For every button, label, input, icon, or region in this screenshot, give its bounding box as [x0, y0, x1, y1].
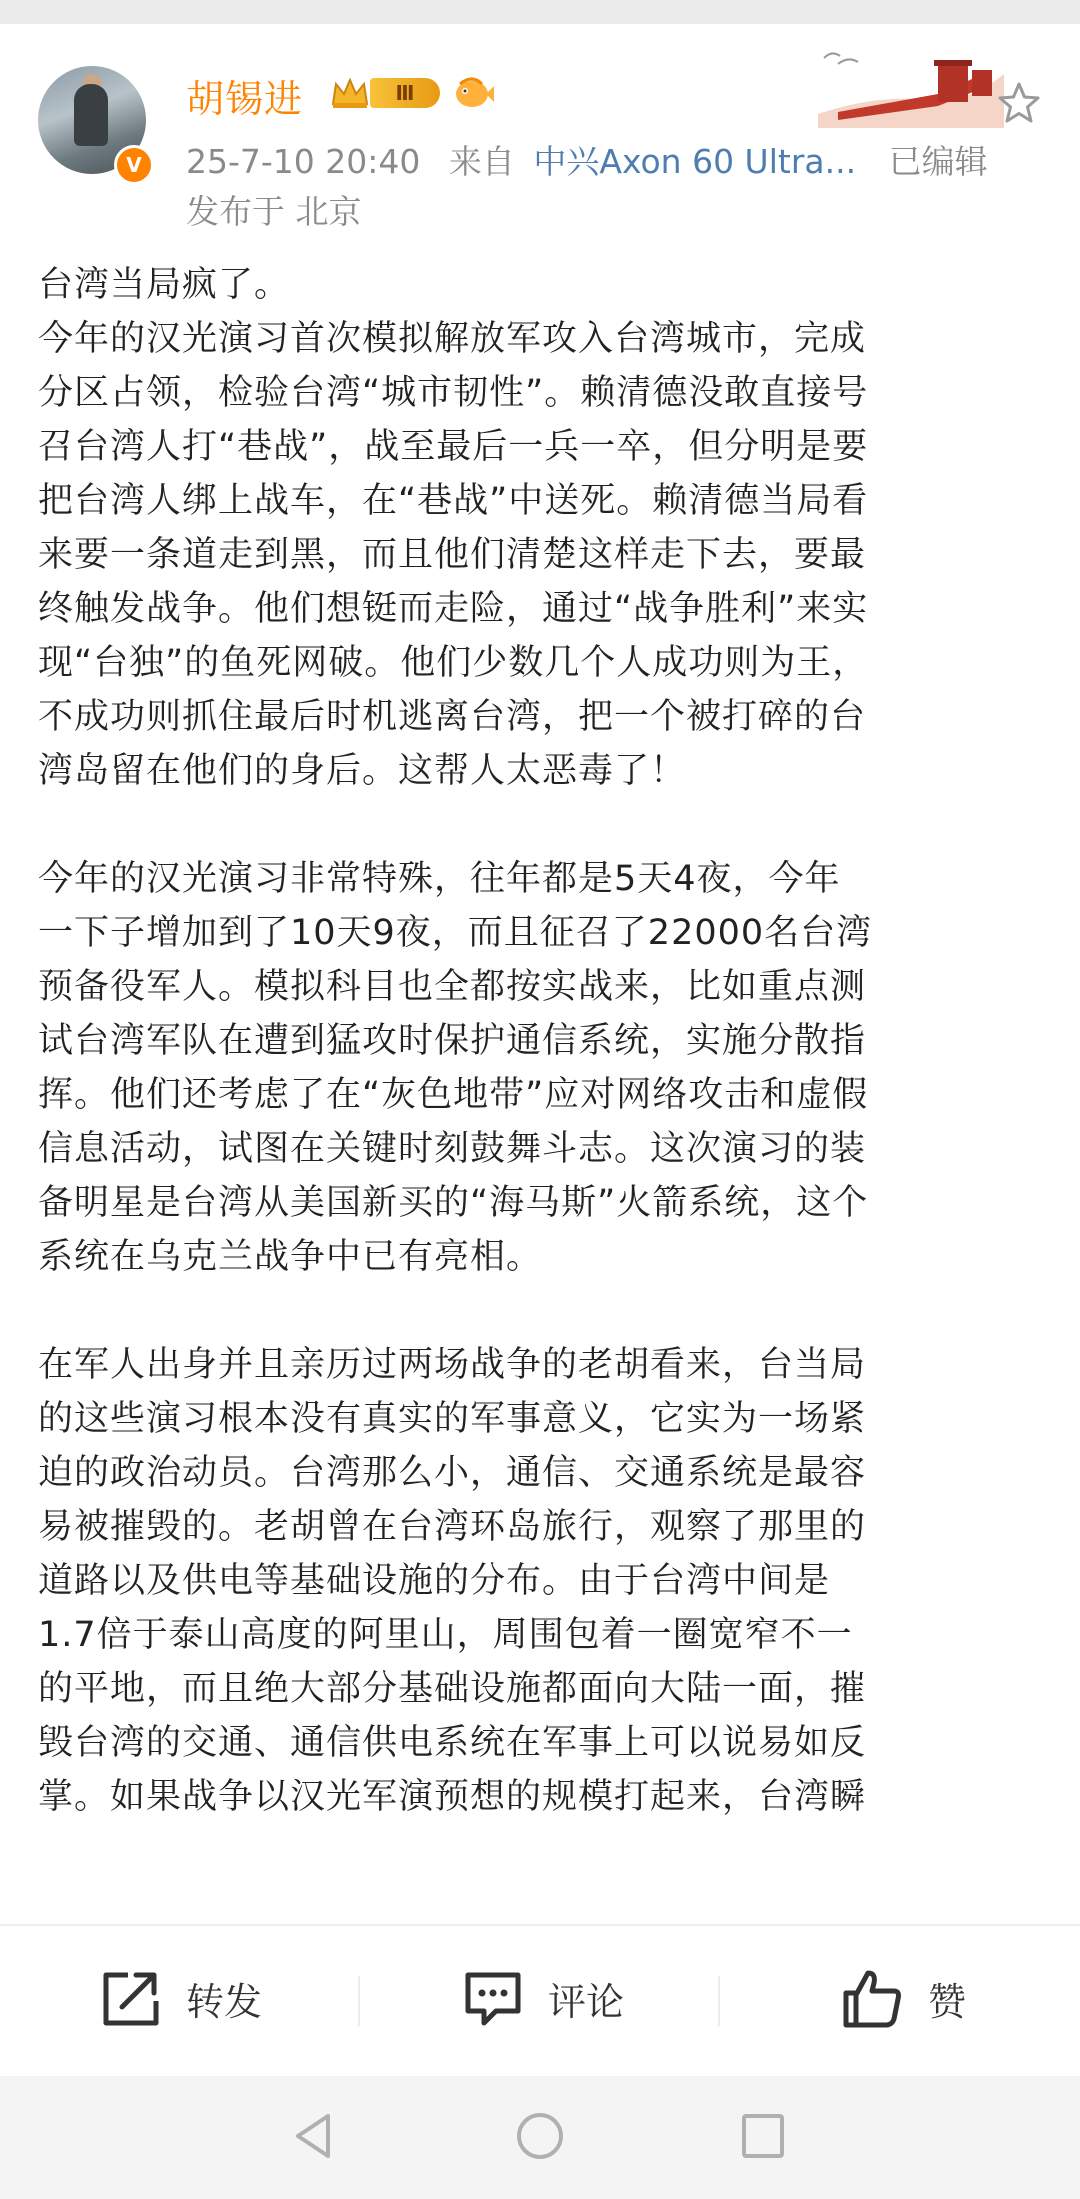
member-level-badge[interactable]: Ⅲ — [370, 78, 440, 108]
text-line: 不成功则抓住最后时机逃离台湾，把一个被打碎的台 — [38, 697, 867, 737]
text-line: 的这些演习根本没有真实的军事意义，它实为一场紧 — [38, 1399, 867, 1439]
text-line: 召台湾人打“巷战”，战至最后一兵一卒，但分明是要 — [38, 427, 869, 467]
text-line: 迫的政治动员。台湾那么小，通信、交通系统是最容 — [38, 1453, 867, 1493]
comment-button[interactable] — [460, 1962, 624, 2034]
text-line: 把台湾人绑上战车，在“巷战”中送死。赖清德当局看 — [38, 481, 869, 521]
text-line: 掌。如果战争以汉光军演预想的规模打起来，台湾瞬 — [38, 1777, 867, 1817]
repost-button[interactable] — [98, 1962, 262, 2034]
text-line: 今年的汉光演习首次模拟解放军攻入台湾城市，完成 — [38, 319, 867, 359]
text-line: 系统在乌克兰战争中已有亮相。 — [38, 1237, 543, 1277]
top-strip — [0, 0, 1080, 24]
great-wall-decoration-icon — [818, 34, 1004, 128]
comment-icon — [460, 1967, 526, 2029]
text-line: 1.7倍于泰山高度的阿里山，周围包着一圈宽窄不一 — [38, 1615, 853, 1655]
text-line: 预备役军人。模拟科目也全都按实战来，比如重点测 — [38, 967, 867, 1007]
like-button[interactable] — [840, 1962, 966, 2034]
comment-label: 评论 — [548, 1979, 625, 2024]
star-icon[interactable] — [996, 80, 1042, 126]
recents-square-icon[interactable] — [738, 2110, 788, 2162]
text-line: 易被摧毁的。老胡曾在台湾环岛旅行，观察了那里的 — [38, 1507, 867, 1547]
action-bar — [0, 1926, 1080, 2076]
text-line: 终触发战争。他们想铤而走险，通过“战争胜利”来实 — [38, 589, 869, 629]
text-line: 道路以及供电等基础设施的分布。由于台湾中间是 — [38, 1561, 831, 1601]
author-name[interactable]: 胡锡进 — [186, 77, 304, 121]
repost-label: 转发 — [186, 1979, 263, 2024]
text-line: 来要一条道走到黑，而且他们清楚这样走下去，要最 — [38, 535, 867, 575]
text-line: 现“台独”的鱼死网破。他们少数几个人成功则为王， — [38, 643, 869, 683]
text-line: 湾岛留在他们的身后。这帮人太恶毒了！ — [38, 751, 687, 791]
text-line: 毁台湾的交通、通信供电系统在军事上可以说易如反 — [38, 1723, 867, 1763]
post-time: 25-7-10 20:40 — [186, 142, 421, 181]
fan-badge-icon[interactable] — [452, 74, 494, 112]
crown-icon — [330, 76, 370, 110]
home-circle-icon[interactable] — [514, 2110, 566, 2162]
text-line: 一下子增加到了10天9夜，而且征召了22000名台湾 — [38, 913, 873, 953]
post-meta — [186, 136, 988, 183]
text-line: 今年的汉光演习非常特殊，往年都是5天4夜，今年 — [38, 859, 841, 899]
back-triangle-icon[interactable] — [290, 2110, 336, 2162]
from-label: 来自 — [448, 142, 515, 181]
thumbs-up-icon — [840, 1967, 906, 2029]
edited-label[interactable]: 已编辑 — [888, 142, 988, 181]
text-line: 台湾当局疯了。 — [38, 265, 291, 305]
like-label: 赞 — [928, 1979, 967, 2024]
post-body — [38, 258, 1048, 1922]
text-line: 在军人出身并且亲历过两场战争的老胡看来，台当局 — [38, 1345, 867, 1385]
post-source[interactable]: 中兴Axon 60 Ultra... — [533, 142, 857, 181]
text-line: 备明星是台湾从美国新买的“海马斯”火箭系统，这个 — [38, 1183, 869, 1223]
text-line: 试台湾军队在遭到猛攻时保护通信系统，实施分散指 — [38, 1021, 867, 1061]
text-line: 的平地，而且绝大部分基础设施都面向大陆一面，摧 — [38, 1669, 867, 1709]
text-line: 信息活动，试图在关键时刻鼓舞斗志。这次演习的装 — [38, 1129, 867, 1169]
share-icon — [98, 1967, 164, 2029]
text-line: 挥。他们还考虑了在“灰色地带”应对网络攻击和虚假 — [38, 1075, 869, 1115]
post-location: 发布于 北京 — [186, 192, 362, 231]
verified-badge-icon: V — [114, 145, 154, 185]
text-line: 分区占领，检验台湾“城市韧性”。赖清德没敢直接号 — [38, 373, 869, 413]
system-nav-bar — [0, 2076, 1080, 2199]
